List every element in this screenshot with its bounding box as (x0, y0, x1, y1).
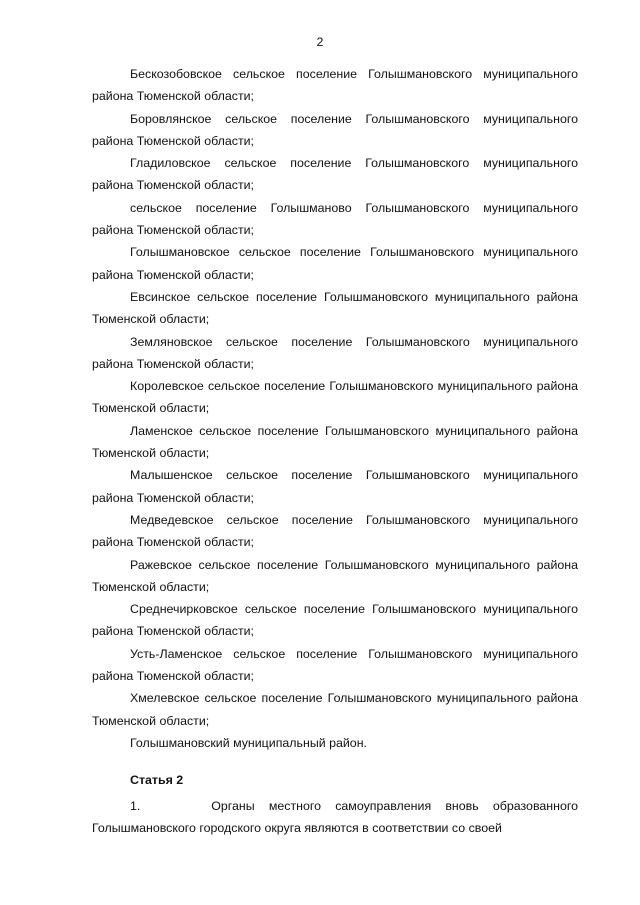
settlement-item: Ражевское сельское поселение Голышмановского муниципального района Тюменской области; (92, 557, 578, 594)
settlement-item: сельское поселение Голышманово Голышмановского муниципального района Тюменской области; (92, 200, 578, 238)
settlement-item: Гладиловское сельское поселение Голышмановского муниципального района Тюменской области; (92, 156, 578, 193)
settlement-item: Малышенское сельское поселение Голышмановского муниципального района Тюменской области; (92, 468, 578, 505)
settlement-item: Бескозобовское сельское поселение Голышмановского муниципального района Тюменской области; (92, 67, 578, 104)
article-paragraph-1: 1. Органы местного самоуправления вновь образованного Голышмановского городского округа являются в соответствии со своей (92, 799, 578, 836)
settlement-item: Хмелевское сельское поселение Голышмановского муниципального района Тюменской области; (92, 691, 578, 728)
settlement-item: Среднечирковское сельское поселение Голышмановского муниципального района Тюменской области; (92, 602, 578, 639)
article-body (92, 795, 578, 840)
settlement-item: Усть-Ламенское сельское поселение Голышмановского муниципального района Тюменской области; (92, 646, 578, 684)
settlement-item: Ламенское сельское поселение Голышмановского муниципального района Тюменской области; (92, 423, 578, 461)
article-title: Статья 2 (130, 773, 184, 787)
settlement-item: Земляновское сельское поселение Голышмановского муниципального района Тюменской области; (92, 334, 578, 371)
settlement-item: Голышмановское сельское поселение Голышмановского муниципального района Тюменской области; (92, 245, 578, 282)
settlement-item: Евсинское сельское поселение Голышмановского муниципального района Тюменской области; (92, 289, 578, 327)
page-number: 2 (316, 35, 324, 49)
settlement-item: Королевское сельское поселение Голышмановского муниципального района Тюменской области; (92, 379, 578, 416)
settlement-item: Медведевское сельское поселение Голышмановского муниципального района Тюменской области; (92, 512, 578, 550)
document-body (92, 63, 578, 836)
settlement-item: Боровлянское сельское поселение Голышмановского муниципального района Тюменской области; (92, 111, 578, 148)
district-item: Голышмановский муниципальный район. (130, 735, 367, 750)
